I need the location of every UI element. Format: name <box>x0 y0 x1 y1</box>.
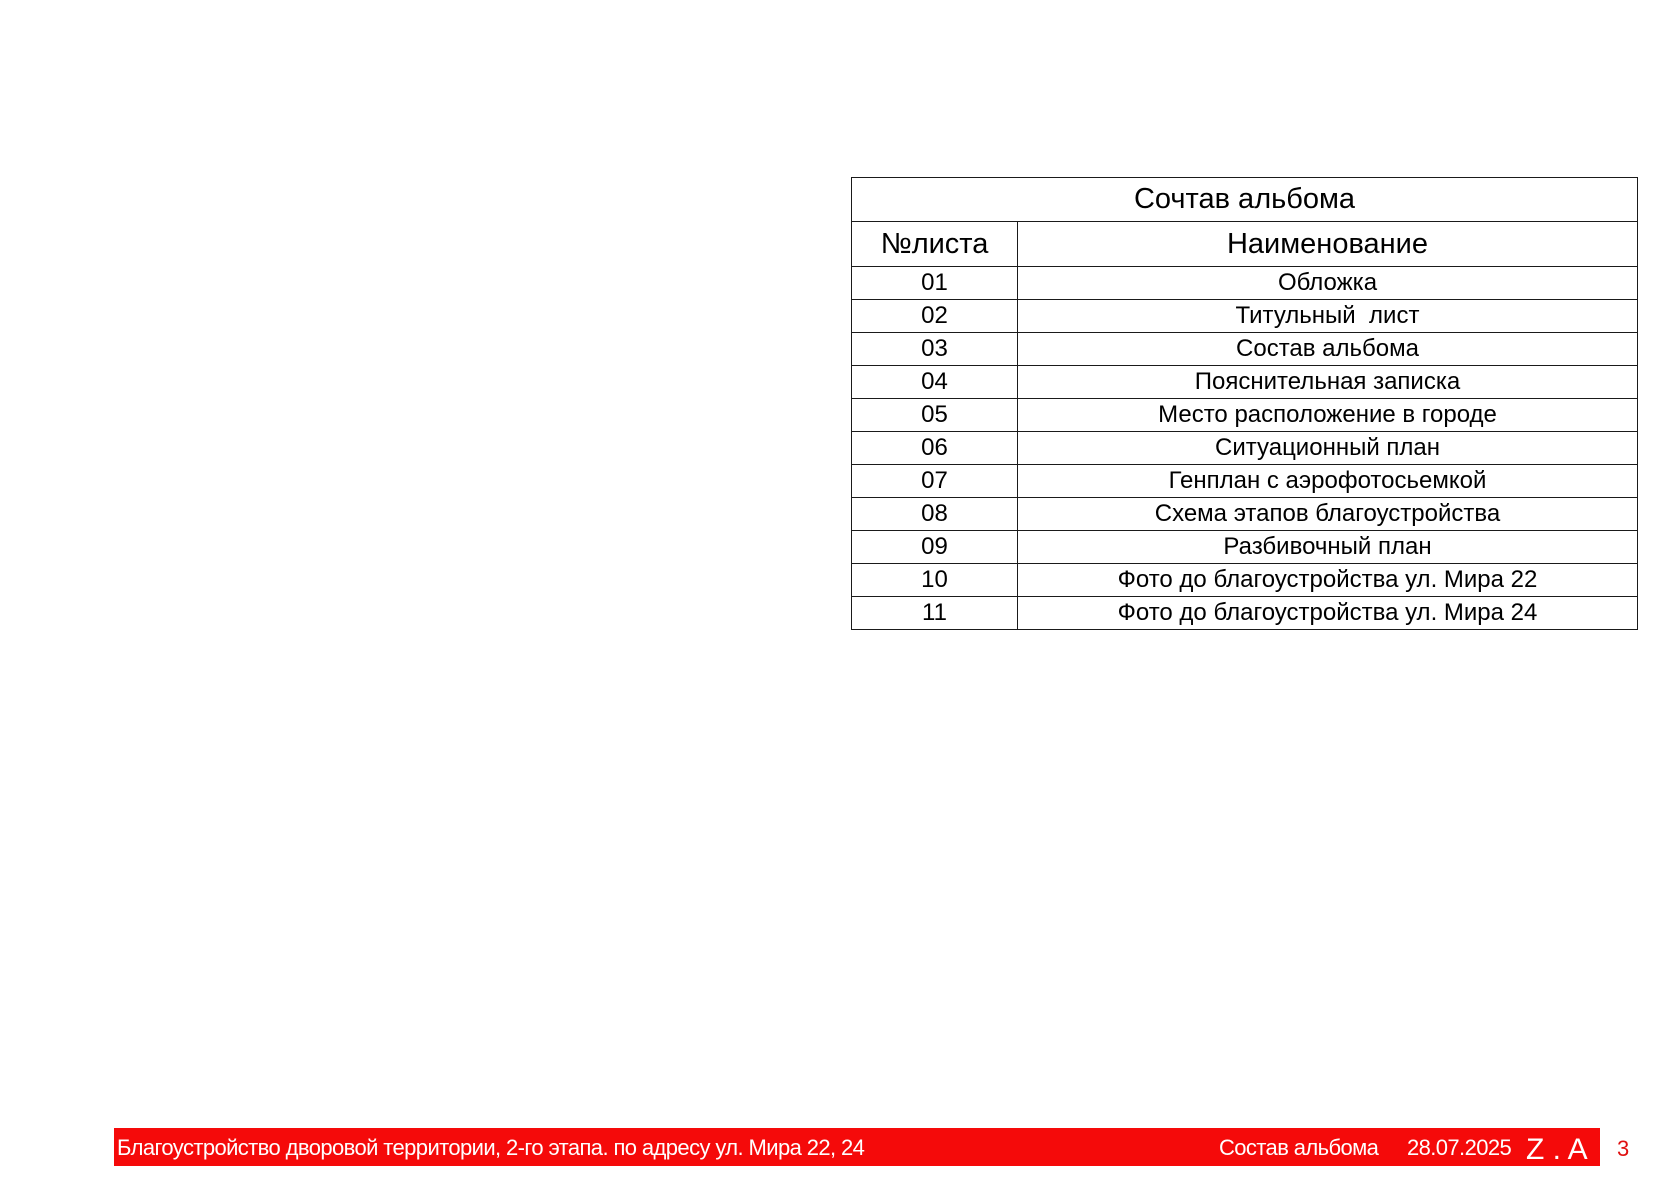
sheet-name: Состав альбома <box>1018 333 1638 366</box>
sheet-number: 09 <box>852 531 1018 564</box>
table-row <box>852 333 1638 366</box>
sheet-name: Титульный лист <box>1018 300 1638 333</box>
sheet-number: 04 <box>852 366 1018 399</box>
sheet-number: 03 <box>852 333 1018 366</box>
table-row <box>852 399 1638 432</box>
sheet-name: Фото до благоустройства ул. Мира 24 <box>1018 597 1638 630</box>
table-row <box>852 432 1638 465</box>
sheet-number: 02 <box>852 300 1018 333</box>
sheet-number: 10 <box>852 564 1018 597</box>
footer-bar <box>114 1128 1600 1166</box>
table-row <box>852 531 1638 564</box>
table-header-row <box>852 222 1638 267</box>
table-title-row <box>852 178 1638 222</box>
sheet-date: 28.07.2025 <box>1407 1135 1512 1160</box>
author-logo: Z . A <box>1526 1133 1588 1166</box>
sheet-name: Ситуационный план <box>1018 432 1638 465</box>
album-contents-table <box>851 177 1638 630</box>
sheet-number: 05 <box>852 399 1018 432</box>
sheet-name: Пояснительная записка <box>1018 366 1638 399</box>
table-row <box>852 498 1638 531</box>
project-title: Благоустройство дворовой территории, 2-го этапа. по адресу ул. Мира 22, 24 <box>117 1135 865 1160</box>
table-row <box>852 564 1638 597</box>
sheet-name: Место расположение в городе <box>1018 399 1638 432</box>
sheet-name: Разбивочный план <box>1018 531 1638 564</box>
column-header-name: Наименование <box>1018 222 1638 267</box>
table-row <box>852 465 1638 498</box>
sheet-name: Обложка <box>1018 267 1638 300</box>
sheet-number: 11 <box>852 597 1018 630</box>
table-row <box>852 366 1638 399</box>
sheet-name: Генплан с аэрофотосьемкой <box>1018 465 1638 498</box>
table-row <box>852 267 1638 300</box>
sheet-name: Схема этапов благоустройства <box>1018 498 1638 531</box>
sheet-number: 06 <box>852 432 1018 465</box>
table-title: Сочтав альбома <box>852 178 1638 222</box>
table-row <box>852 300 1638 333</box>
sheet-name: Фото до благоустройства ул. Мира 22 <box>1018 564 1638 597</box>
sheet-title: Состав альбома <box>1219 1135 1379 1160</box>
column-header-number: №листа <box>852 222 1018 267</box>
sheet-number: 01 <box>852 267 1018 300</box>
sheet-number: 07 <box>852 465 1018 498</box>
sheet-number: 08 <box>852 498 1018 531</box>
table-row <box>852 597 1638 630</box>
page-number: 3 <box>1617 1136 1630 1161</box>
